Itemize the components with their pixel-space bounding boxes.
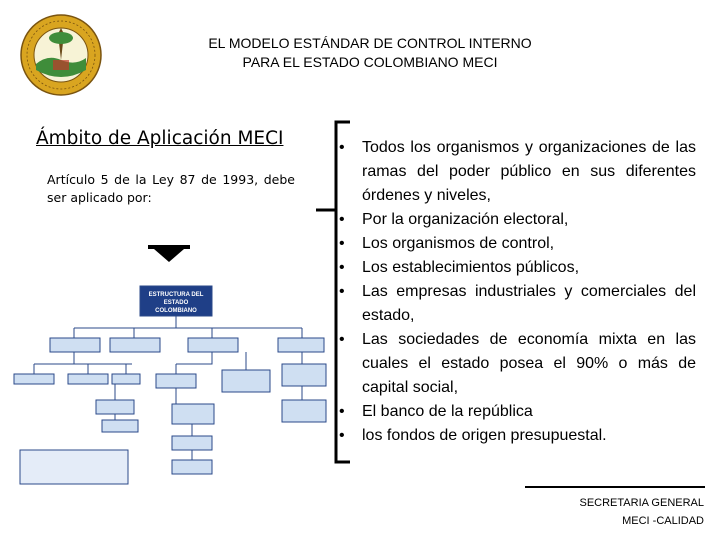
down-arrow-icon: [148, 243, 190, 263]
page-header: [120, 34, 620, 72]
article-text: Artículo 5 de la Ley 87 de 1993, debe ser aplicado por:: [47, 172, 295, 205]
guajira-seal-logo: [20, 14, 102, 96]
scope-title: Ámbito de Aplicación MECI: [36, 128, 284, 149]
org-title-line-3: COLOMBIANO: [155, 308, 197, 314]
header-line-1: EL MODELO ESTÁNDAR DE CONTROL INTERNO: [208, 35, 532, 51]
page-footer: [540, 494, 704, 530]
footer-line-1: SECRETARIA GENERAL: [579, 497, 704, 509]
footer-divider: [525, 486, 705, 488]
footer-line-2: MECI -CALIDAD: [622, 515, 704, 527]
list-item: • El banco de la república: [339, 403, 533, 420]
applicability-list: [336, 136, 696, 448]
list-item: • Los organismos de control,: [339, 235, 555, 252]
list-item: • Todos los organismos y organizaciones de las ramas del poder público en sus diferentes órdenes y niveles,: [339, 139, 696, 204]
org-chart-diagram: [12, 280, 334, 492]
org-title-line-2: ESTADO: [163, 300, 189, 306]
list-item: • Las empresas industriales y comerciales del estado,: [339, 283, 696, 324]
org-title-line-1: ESTRUCTURA DEL: [148, 292, 204, 298]
header-line-2: PARA EL ESTADO COLOMBIANO MECI: [242, 54, 498, 70]
list-item: • los fondos de origen presupuestal.: [339, 427, 607, 444]
list-item: • Por la organización electoral,: [339, 211, 569, 228]
list-item: • Los establecimientos públicos,: [339, 259, 580, 276]
list-item: • Las sociedades de economía mixta en las cuales el estado posea el 90% o más de capital social,: [339, 331, 696, 396]
